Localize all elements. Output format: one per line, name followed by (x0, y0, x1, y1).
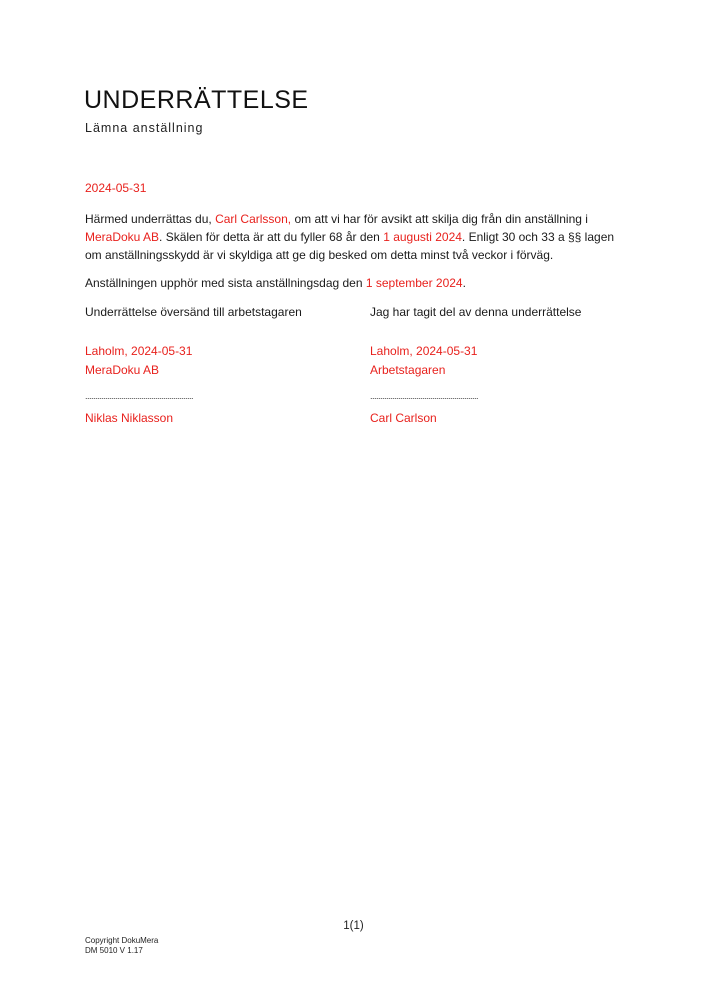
page-number: 1(1) (343, 920, 364, 932)
end-date: 1 september 2024 (365, 276, 463, 290)
paragraph-text: . Enligt 30 och 33 a §§ lagen om anställningsskydd är vi skyldiga att ge dig besked om detta minst två veckor i förväg. (85, 230, 615, 262)
footer-version: DM 5010 V 1.17 (85, 946, 143, 955)
employee-place-date: Laholm, 2024-05-31 (370, 344, 478, 358)
employee-heading: Jag har tagit del av denna underrättelse (370, 305, 582, 319)
employer-signature-line: ...................................................... (85, 391, 194, 401)
company-name: MeraDoku AB (85, 230, 160, 244)
employer-place-date: Laholm, 2024-05-31 (85, 344, 193, 358)
employee-signature-line: ...................................................... (370, 391, 479, 401)
employer-signer-name: Niklas Niklasson (85, 411, 174, 425)
paragraph-text: Härmed underrättas du, (85, 212, 216, 226)
birthday-date: 1 augusti 2024 (383, 230, 462, 244)
footer-copyright: Copyright DokuMera (85, 936, 159, 945)
employer-heading: Underrättelse översänd till arbetstagaren (85, 305, 302, 319)
paragraph-text: om att vi har för avsikt att skilja dig från din anställning i (291, 212, 588, 226)
employer-organization: MeraDoku AB (85, 363, 160, 377)
employee-signer-name: Carl Carlson (370, 411, 437, 425)
document-date: 2024-05-31 (85, 181, 147, 195)
end-date-paragraph (85, 274, 625, 292)
paragraph-text: . (462, 276, 466, 290)
document-title: UNDERRÄTTELSE (84, 86, 309, 114)
paragraph-text: Anställningen upphör med sista anställningsdag den (85, 276, 366, 290)
document-subtitle: Lämna anställning (85, 121, 204, 135)
notice-paragraph (85, 210, 625, 264)
paragraph-text: . Skälen för detta är att du fyller 68 år den (159, 230, 384, 244)
employee-organization: Arbetstagaren (370, 363, 446, 377)
employee-name: Carl Carlsson, (215, 212, 292, 226)
footer (85, 936, 158, 956)
